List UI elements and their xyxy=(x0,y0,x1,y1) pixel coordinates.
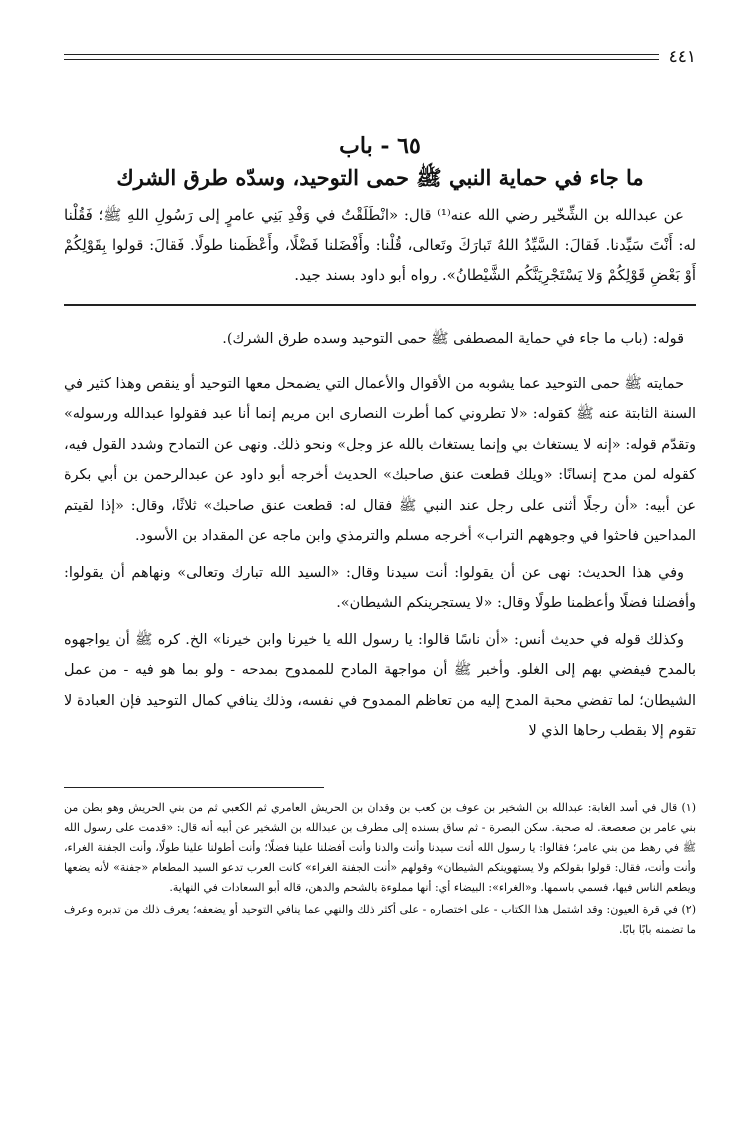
header-rule xyxy=(64,54,659,60)
commentary-paragraph: وفي هذا الحديث: نهى عن أن يقولوا: أنت سيدنا وقال: «السيد الله تبارك وتعالى» ونهاهم أن يقولوا: وأفضلنا فضلًا وأعظمنا طولًا وقال: «لا يستجرينكم الشيطان». xyxy=(64,564,696,611)
footnote-1: (١) قال في أسد الغابة: عبدالله بن الشخير بن عوف بن كعب بن وقدان بن الحريش العامري ثم الكعبي ثم من بني الحريش وهو بطن من بني عامر بن صعصعة. له صحبة. سكن البصرة - ثم ساق بسنده إلى مطرف بن عبدالله بن الشخير عن أبيه أنه قال: «قدمت على رسول الله ﷺ في رهط من بني عامر؛ فقالوا: يا رسول الله أنت سيدنا وأنت والدنا وأنت أفضلنا علينا فضلًا؛ وأنت أطولنا علينا طولًا، وأنت الجفنة الغراء، وأنت وأنت، فقال: قولوا بقولكم ولا يستهوينكم الشيطان» وقولهم «أنت الجفنة الغراء» كانت العرب تدعو السيد المطعام «جفنة» لأنه يضعها ويطعم الناس فيها، فسمي باسمها. و«الغراء»: البيضاء أي: أنها مملوءة بالشحم والدهن، قاله أبو السعادات في النهاية. xyxy=(64,800,696,894)
page-header xyxy=(64,44,696,70)
commentary xyxy=(64,324,696,747)
commentary-paragraph: وكذلك قوله في حديث أنس: «أن ناسًا قالوا: يا رسول الله يا خيرنا وابن خيرنا» الخ. كره ﷺ أن يواجهوه بالمدح فيفضي بهم إلى الغلو. وأخبر ﷺ أن مواجهة المادح للممدوح بمدحه - ولو بما هو فيه - من عمل الشيطان؛ لما تفضي محبة المدح إليه من تعاظم الممدوح في نفسه، وذلك ينافي كمال التوحيد فإن العبادة لا تقوم إلا بقطب رحاها الذي لا xyxy=(64,631,696,739)
hadith-text: عن عبدالله بن الشِّخّير رضي الله عنه⁽¹⁾ قال: «انْطَلَقْتُ في وَفْدِ بَنِي عامرٍ إلى رَسُولِ اللهِ ﷺ؛ فَقُلْنا له: أَنْتَ سَيِّدنا. فَقالَ: السَّيِّدُ اللهُ تَبارَكَ وتَعالى، قُلْنا: وأَفْضَلنا فَضْلًا، وأَعْظَمنا طولًا. فَقالَ: قولوا بِقَوْلِكُمْ أَوْ بَعْضِ قَوْلِكُمْ وَلا يَسْتَجْرِيَنَّكُم الشَّيْطانُ». رواه أبو داود بسند جيد. xyxy=(64,206,696,284)
footnote-2: (٢) في قرة العيون: وقد اشتمل هذا الكتاب - على اختصاره - على أكثر ذلك والنهي عما ينافي التوحيد أو يضعفه؛ يعرف ذلك من تدبره وعرف ما تضمنه بابًا بابًا. xyxy=(64,902,696,936)
book-page xyxy=(64,44,696,1131)
footnotes xyxy=(64,798,696,940)
chapter-number: ٦٥ - باب xyxy=(339,133,421,159)
page-number: ٤٤١ xyxy=(668,47,696,67)
section-separator xyxy=(64,304,696,306)
footnote-rule xyxy=(64,787,324,788)
chapter-title: ما جاء في حماية النبي ﷺ حمى التوحيد، وسدّه طرق الشرك xyxy=(116,165,644,190)
commentary-paragraph: حمايته ﷺ حمى التوحيد عما يشوبه من الأقوال والأعمال التي يضمحل معها التوحيد أو ينقص وهذا كثير في السنة الثابتة عنه ﷺ كقوله: «لا تطروني كما أطرت النصارى ابن مريم إنما أنا عبد فقولوا عبدالله ورسوله» وتقدّم قوله: «إنه لا يستغاث بي وإنما يستغاث بالله عز وجل» ونحو ذلك. ونهى عن التمادح وشدد القول فيه، كقوله لمن مدح إنسانًا: «ويلك قطعت عنق صاحبك» الحديث أخرجه أبو داود عن عبدالرحمن بن أبي بكرة عن أبيه: «أن رجلًا أثنى على رجل عند النبي ﷺ فقال له: قطعت عنق صاحبك» ثلاثًا، وقال: «إذا لقيتم المداحين فاحثوا في وجوههم التراب» أخرجه مسلم والترمذي وابن ماجه عن المقداد بن الأسود. xyxy=(64,375,696,544)
commentary-lead: قوله: (باب ما جاء في حماية المصطفى ﷺ حمى التوحيد وسده طرق الشرك). xyxy=(222,331,684,347)
